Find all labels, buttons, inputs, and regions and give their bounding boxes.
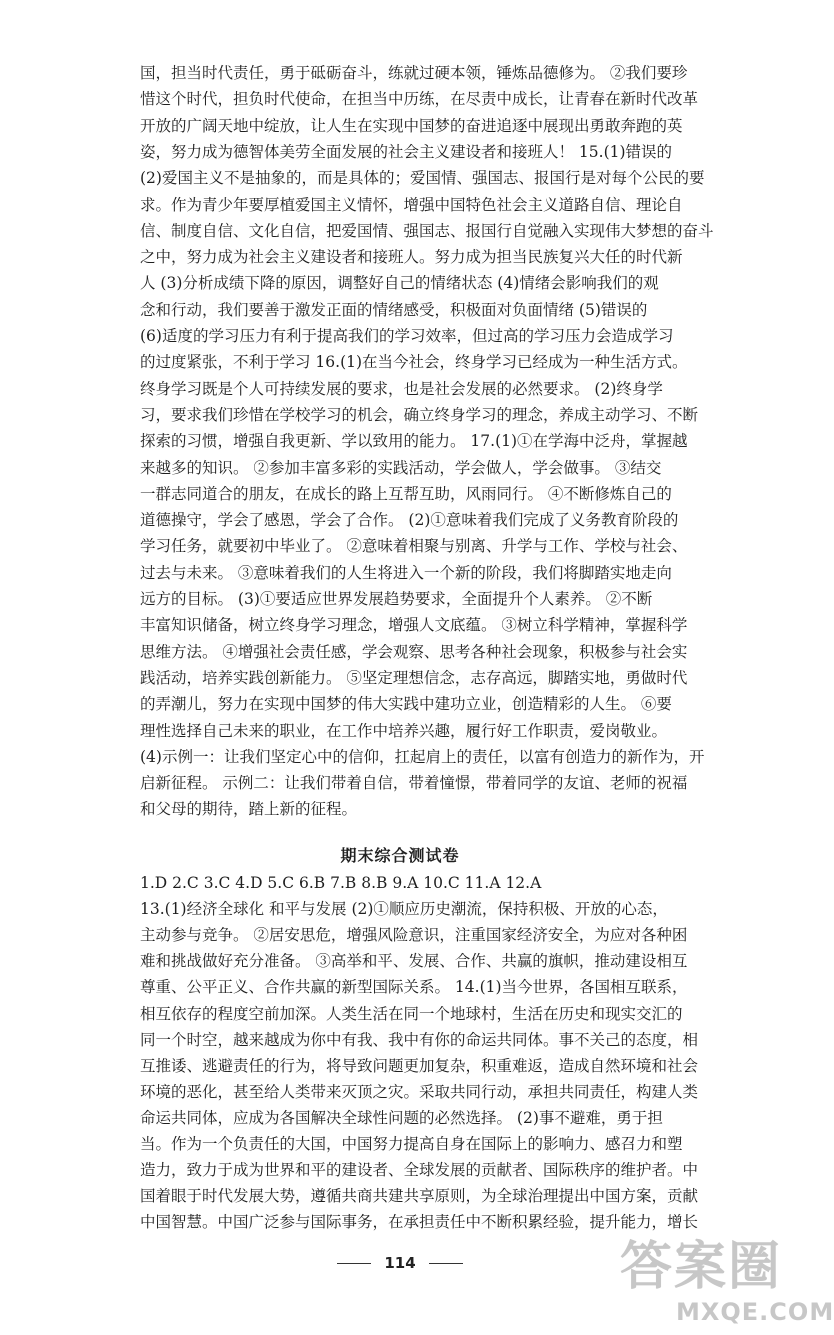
text-line: 念和行动，我们要善于激发正面的情绪感受，积极面对负面情绪 (5)错误的: [140, 300, 648, 319]
text-line: 环境的恶化，甚至给人类带来灭顶之灾。采取共同行动，承担共同责任，构建人类: [140, 1082, 699, 1101]
text-line: 姿，努力成为德智体美劳全面发展的社会主义建设者和接班人！ 15.(1)错误的: [140, 142, 673, 161]
text-line: 尊重、公平正义、合作共赢的新型国际关系。 14.(1)当今世界，各国相互联系，: [140, 978, 688, 997]
text-line: 国，担当时代责任，勇于砥砺奋斗，练就过硬本领，锤炼品德修为。 ②我们要珍: [140, 64, 688, 82]
text-line: 人 (3)分析成绩下降的原因，调整好自己的情绪状态 (4)情绪会影响我们的观: [140, 274, 659, 293]
text-line: 践活动，培养实践创新能力。 ⑤坚定理想信念，志存高远，脚踏实地，勇做时代: [140, 668, 688, 687]
text-line: 互推诿、逃避责任的行为，将导致问题更加复杂，积重难返，造成自然环境和社会: [140, 1056, 699, 1075]
text-line: 远方的目标。 (3)①要适应世界发展趋势要求，全面提升个人素养。 ②不断: [140, 590, 653, 608]
text-line: 主动参与竞争。 ②居安思危，增强风险意识，注重国家经济安全，为应对各种困: [140, 926, 688, 945]
watermark-url: MXQE.COM: [676, 1298, 834, 1326]
text-line: 造力，致力于成为世界和平的建设者、全球发展的贡献者、国际秩序的维护者。中: [140, 1161, 699, 1180]
text-line: 理性选择自己未来的职业，在工作中培养兴趣，履行好工作职责，爱岗敬业。: [140, 721, 668, 740]
text-line: 惜这个时代，担负时代使命，在担当中历练，在尽责中成长，让青春在新时代改革: [140, 90, 699, 109]
text-line: 信、制度自信、文化自信，把爱国情、强国志、报国行自觉融入实现伟大梦想的奋斗: [140, 221, 714, 240]
footer-dash-right: [429, 1263, 463, 1264]
text-line: 来越多的知识。 ②参加丰富多彩的实践活动，学会做人，学会做事。 ③结交: [140, 458, 662, 477]
text-line: 的过度紧张，不利于学习 16.(1)在当今社会，终身学习已经成为一种生活方式。: [140, 353, 688, 372]
text-line: 当。作为一个负责任的大国，中国努力提高自身在国际上的影响力、感召力和塑: [140, 1135, 683, 1153]
text-line: 探索的习惯，增强自我更新、学以致用的能力。 17.(1)①在学海中泛舟，掌握越: [140, 432, 688, 451]
watermark-logo-text: 答案圈: [620, 1237, 783, 1297]
text-line: (6)适度的学习压力有利于提高我们的学习效率，但过高的学习压力会造成学习: [140, 327, 674, 345]
text-line: 命运共同体，应成为各国解决全球性问题的必然选择。 (2)事不避难，勇于担: [140, 1108, 663, 1127]
footer-dash-left: [337, 1263, 371, 1264]
page-number: 114: [384, 1254, 416, 1272]
text-line: 终身学习既是个人可持续发展的要求，也是社会发展的必然要求。 (2)终身学: [140, 379, 663, 398]
text-line: 学习任务，就要初中毕业了。 ②意味着相聚与别离、升学与工作、学校与社会、: [140, 537, 688, 556]
text-line: 难和挑战做好充分准备。 ③高举和平、发展、合作、共赢的旗帜，推动建设相互: [140, 952, 688, 971]
text-line: 丰富知识储备，树立终身学习理念，增强人文底蕴。 ③树立科学精神，掌握科学: [140, 616, 688, 635]
text-line: 道德操守，学会了感恩，学会了合作。 (2)①意味着我们完成了义务教育阶段的: [140, 511, 679, 530]
text-line: 之中，努力成为社会主义建设者和接班人。努力成为担当民族复兴大任的时代新: [140, 248, 683, 267]
text-line: 的弄潮儿，努力在实现中国梦的伟大实践中建功立业，创造精彩的人生。 ⑥要: [140, 695, 672, 714]
text-line: 中国智慧。中国广泛参与国际事务，在承担责任中不断积累经验，提升能力，增长: [140, 1213, 699, 1232]
text-line: 习，要求我们珍惜在学校学习的机会，确立终身学习的理念，养成主动学习、不断: [140, 405, 699, 424]
text-line: 国着眼于时代发展大势，遵循共商共建共享原则，为全球治理提出中国方案，贡献: [140, 1187, 699, 1206]
text-line: 求。作为青少年要厚植爱国主义情怀，增强中国特色社会主义道路自信、理论自: [140, 195, 683, 214]
text-line: 和父母的期待，踏上新的征程。: [140, 800, 358, 819]
text-line: (2)爱国主义不是抽象的，而是具体的；爱国情、强国志、报国行是对每个公民的要: [140, 169, 705, 188]
text-line: 开放的广阔天地中绽放，让人生在实现中国梦的奋进追逐中展现出勇敢奔跑的英: [140, 116, 683, 135]
text-line: 过去与未来。 ③意味着我们的人生将进入一个新的阶段，我们将脚踏实地走向: [140, 563, 672, 582]
text-line: 相互依存的程度空前加深。人类生活在同一个地球村，生活在历史和现实交汇的: [140, 1004, 683, 1023]
text-line: 一群志同道合的朋友，在成长的路上互帮互助，风雨同行。 ④不断修炼自己的: [140, 484, 672, 503]
text-line: 启新征程。 示例二：让我们带着自信，带着憧憬，带着同学的友谊、老师的祝福: [140, 774, 688, 793]
text-line: 1.D 2.C 3.C 4.D 5.C 6.B 7.B 8.B 9.A 10.C 11.A 12.A: [140, 874, 542, 892]
text-line: (4)示例一：让我们坚定心中的信仰，扛起肩上的责任，以富有创造力的新作为，开: [140, 747, 705, 766]
text-line: 同一个时空，越来越成为你中有我、我中有你的命运共同体。事不关己的态度，相: [140, 1030, 699, 1049]
text-line: 思维方法。 ④增强社会责任感，学会观察、思考各种社会现象，积极参与社会实: [140, 642, 688, 661]
section-heading: 期末综合测试卷: [340, 846, 460, 865]
text-line: 13.(1)经济全球化 和平与发展 (2)①顺应历史潮流，保持积极、开放的心态，: [140, 900, 668, 919]
site-watermark: [612, 1220, 834, 1335]
